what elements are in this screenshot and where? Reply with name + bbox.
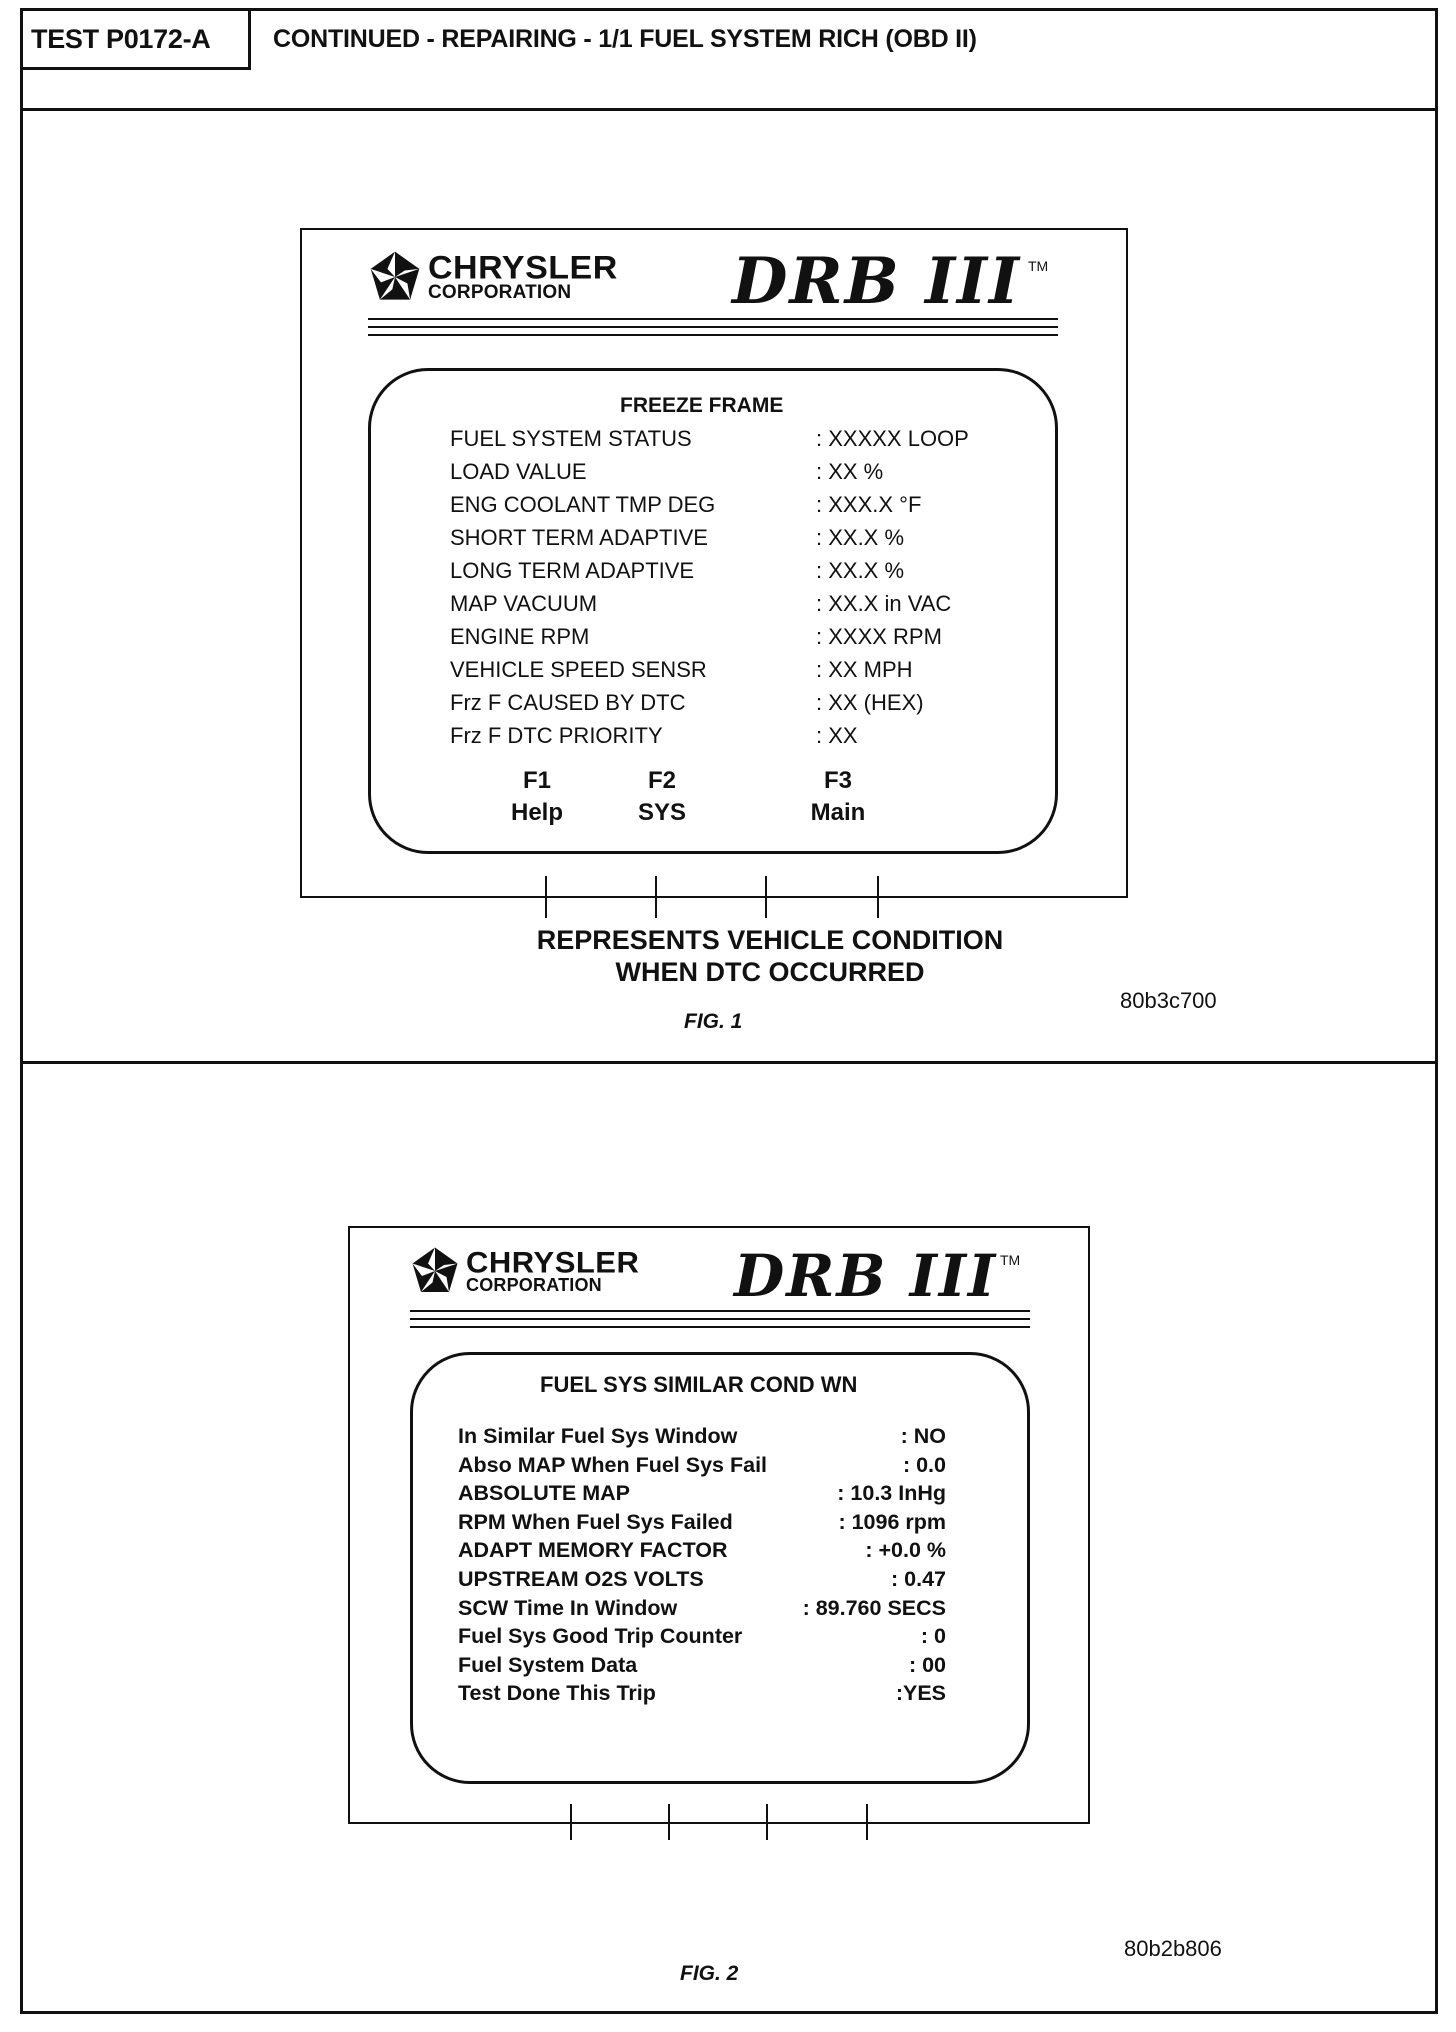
freeze-frame-value: : XXXXX LOOP — [816, 426, 969, 451]
header-rule — [410, 1318, 1030, 1320]
freeze-frame-value: : XXX.X °F — [816, 492, 922, 517]
screen-title: FREEZE FRAME — [620, 394, 784, 417]
freeze-frame-value: : XX MPH — [816, 657, 913, 682]
similar-cond-label: Test Done This Trip — [458, 1681, 656, 1706]
similar-cond-label: In Similar Fuel Sys Window — [458, 1424, 738, 1448]
freeze-frame-value: : XX.X % — [816, 525, 905, 550]
brand-name: CHRYSLER — [466, 1245, 640, 1280]
softkey-tick — [545, 876, 547, 918]
freeze-frame-label: LONG TERM ADAPTIVE — [450, 558, 695, 583]
similar-cond-label: ABSOLUTE MAP — [458, 1481, 630, 1506]
similar-cond-value: : 1096 rpm — [838, 1509, 946, 1534]
image-code: 80b3c700 — [1120, 988, 1217, 1013]
similar-cond-label: ADAPT MEMORY FACTOR — [458, 1538, 728, 1563]
f2-key-label: F2 — [647, 767, 676, 794]
similar-cond-value: : 89.760 SECS — [802, 1595, 946, 1620]
f3-key[interactable] — [788, 765, 888, 829]
freeze-frame-label: FUEL SYSTEM STATUS — [450, 426, 692, 451]
drb-device-fig1 — [300, 228, 1128, 898]
page-header — [23, 11, 1435, 111]
similar-cond-value: : 0 — [920, 1624, 946, 1649]
f1-key-label: F1 — [522, 767, 551, 794]
similar-cond-label: Fuel Sys Good Trip Counter — [458, 1624, 743, 1649]
chrysler-logo — [368, 250, 618, 304]
similar-cond-value: : 10.3 InHg — [837, 1481, 946, 1506]
softkey-tick — [668, 1804, 670, 1840]
similar-cond-value: : 0.47 — [891, 1567, 946, 1591]
freeze-frame-label: ENG COOLANT TMP DEG — [450, 492, 716, 517]
trademark: TM — [1028, 258, 1049, 274]
similar-cond-value: : NO — [900, 1424, 946, 1448]
softkey-tick — [765, 876, 767, 918]
similar-cond-label: UPSTREAM O2S VOLTS — [458, 1567, 704, 1591]
f3-key-function: Main — [810, 799, 866, 826]
f2-key-function: SYS — [637, 799, 687, 826]
softkey-line — [570, 1822, 868, 1824]
brand-name: CHRYSLER — [428, 250, 618, 287]
freeze-frame-label: SHORT TERM ADAPTIVE — [450, 525, 708, 550]
test-id: TEST P0172-A — [23, 11, 251, 70]
freeze-frame-label: VEHICLE SPEED SENSR — [450, 657, 707, 682]
figure-caption: REPRESENTS VEHICLE CONDITION WHEN DTC OCCURRED — [536, 925, 1004, 987]
header-rule — [410, 1326, 1030, 1328]
screen-title: FUEL SYS SIMILAR COND WN — [540, 1372, 858, 1397]
image-code: 80b2b806 — [1124, 1936, 1222, 1961]
similar-cond-value: :YES — [895, 1681, 946, 1706]
freeze-frame-value: : XX — [816, 723, 858, 748]
freeze-frame-value: : XX.X in VAC — [816, 591, 952, 616]
freeze-frame-value: : XX (HEX) — [816, 690, 924, 715]
pentastar-icon — [368, 250, 422, 304]
softkey-tick — [877, 876, 879, 918]
softkey-tick — [766, 1804, 768, 1840]
pentastar-icon — [410, 1246, 460, 1296]
f1-key[interactable] — [487, 765, 587, 829]
similar-cond-label: Fuel System Data — [458, 1652, 638, 1677]
freeze-frame-label: Frz F DTC PRIORITY — [450, 723, 663, 748]
chrysler-logo — [410, 1246, 639, 1296]
trademark: TM — [1000, 1252, 1021, 1268]
similar-cond-label: SCW Time In Window — [458, 1595, 678, 1620]
freeze-frame-value: : XX % — [816, 459, 884, 484]
freeze-frame-label: ENGINE RPM — [450, 624, 590, 649]
device-name: DRB III — [732, 244, 1021, 319]
similar-cond-label: Abso MAP When Fuel Sys Fail — [458, 1452, 768, 1477]
f3-key-label: F3 — [823, 767, 852, 794]
similar-cond-value: : 0.0 — [902, 1452, 946, 1477]
softkey-line — [545, 896, 879, 898]
softkey-tick — [655, 876, 657, 918]
similar-cond-label: RPM When Fuel Sys Failed — [458, 1509, 733, 1534]
softkey-tick — [866, 1804, 868, 1840]
header-rule — [410, 1310, 1030, 1312]
similar-cond-value: : +0.0 % — [865, 1538, 946, 1563]
freeze-frame-value: : XX.X % — [816, 558, 905, 583]
freeze-frame-value: : XXXX RPM — [816, 624, 942, 649]
section-divider — [23, 1061, 1435, 1064]
header-rule — [368, 334, 1058, 336]
similar-cond-value: : 00 — [908, 1652, 946, 1677]
softkey-tick — [570, 1804, 572, 1840]
drb-device-fig2 — [348, 1226, 1090, 1824]
freeze-frame-label: Frz F CAUSED BY DTC — [450, 690, 686, 715]
page-title: CONTINUED - REPAIRING - 1/1 FUEL SYSTEM RICH (OBD II) — [273, 25, 977, 53]
header-rule — [368, 318, 1058, 320]
device-name: DRB III — [734, 1242, 998, 1310]
freeze-frame-label: LOAD VALUE — [450, 459, 587, 484]
f2-key[interactable] — [612, 765, 712, 829]
header-rule — [368, 326, 1058, 328]
figure-label: FIG. 1 — [684, 1010, 743, 1033]
freeze-frame-label: MAP VACUUM — [450, 591, 598, 616]
f1-key-function: Help — [510, 799, 563, 826]
brand-subname: CORPORATION — [466, 1274, 602, 1295]
brand-subname: CORPORATION — [428, 281, 572, 303]
figure-label: FIG. 2 — [680, 1962, 739, 1985]
